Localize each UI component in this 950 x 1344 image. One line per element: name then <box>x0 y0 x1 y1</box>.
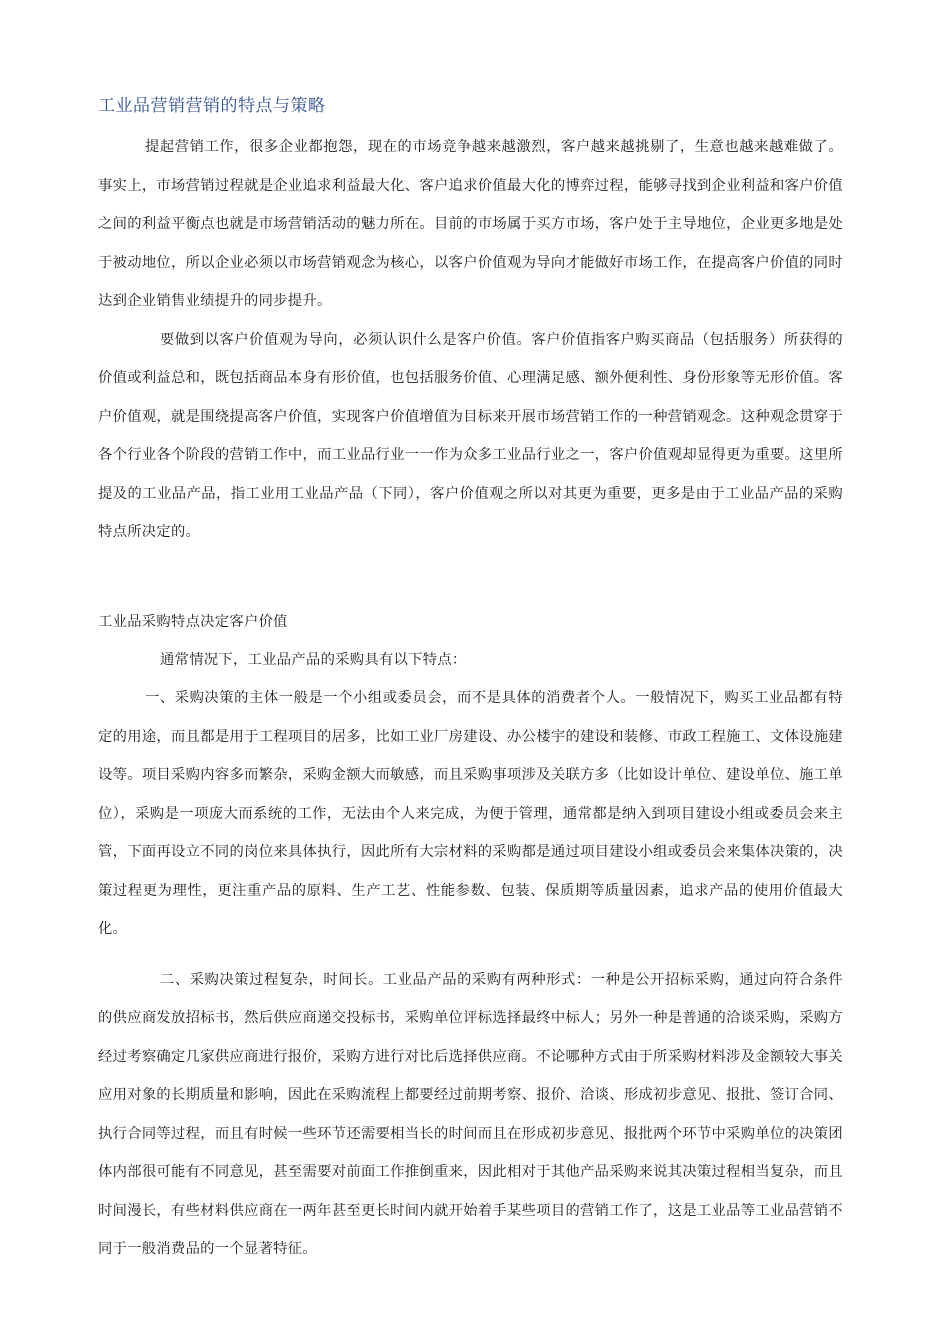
feature-one-paragraph: 一、采购决策的主体一般是一个小组或委员会，而不是具体的消费者个人。一般情况下，购买工业品都有特定的用途，而且都是用于工程项目的居多，比如工业厂房建设、办公楼宇的建设和装修、市政工程施工、文体设施建设等。项目采购内容多而繁杂，采购金额大而敏感，而且采购事项涉及关联方多（比如设计单位、建设单位、施工单位），采购是一项庞大而系统的工作，无法由个人来完成，为便于管理，通常都是纳入到项目建设小组或委员会来主管，下面再设立不同的岗位来具体执行，因此所有大宗材料的采购都是通过项目建设小组或委员会来集体决策的，决策过程更为理性，更注重产品的原料、生产工艺、性能参数、包装、保质期等质量因素，追求产品的使用价值最大化。 <box>98 690 843 937</box>
feature-two-paragraph: 二、采购决策过程复杂，时间长。工业品产品的采购有两种形式：一种是公开招标采购，通过向符合条件的供应商发放招标书，然后供应商递交投标书，采购单位评标选择最终中标人；另外一种是普通的洽谈采购，采购方经过考察确定几家供应商进行报价，采购方进行对比后选择供应商。不论哪种方式由于所采购材料涉及金额较大事关应用对象的长期质量和影响，因此在采购流程上都要经过前期考察、报价、洽谈、形成初步意见、报批、签订合同、执行合同等过程，而且有时候一些环节还需要相当长的时间而且在形成初步意见、报批两个环节中采购单位的决策团体内部很可能有不同意见，甚至需要对前面工作推倒重来，因此相对于其他产品采购来说其决策过程相当复杂，而且时间漫长，有些材料供应商在一两年甚至更长时间内就开始着手某些项目的营销工作了，这是工业品等工业品营销不同于一般消费品的一个显著特征。 <box>98 971 843 1257</box>
section-intro-paragraph: 通常情况下，工业品产品的采购具有以下特点： <box>160 651 467 668</box>
customer-value-paragraph: 要做到以客户价值观为导向，必须认识什么是客户价值。客户价值指客户购买商品（包括服务）所获得的价值或利益总和，既包括商品本身有形价值，也包括服务价值、心理满足感、额外便利性、身份形象等无形价值。客户价值观，就是围绕提高客户价值，实现客户价值增值为目标来开展市场营销工作的一种营销观念。这种观念贯穿于各个行业各个阶段的营销工作中，而工业品行业一一作为众多工业品行业之一，客户价值观却显得更为重要。这里所提及的工业品产品，指工业用工业品产品（下同），客户价值观之所以对其更为重要，更多是由于工业品产品的采购特点所决定的。 <box>98 331 843 540</box>
document-body <box>98 93 843 1269</box>
section-heading: 工业品采购特点决定客户价值 <box>98 613 288 630</box>
document-title: 工业品营销营销的特点与策略 <box>98 96 326 116</box>
intro-paragraph: 提起营销工作，很多企业都抱怨，现在的市场竞争越来越激烈，客户越来越挑剔了，生意也越来越难做了。事实上，市场营销过程就是企业追求利益最大化、客户追求价值最大化的博弈过程，能够寻找到企业利益和客户价值之间的利益平衡点也就是市场营销活动的魅力所在。目前的市场属于买方市场，客户处于主导地位，企业更多地是处于被动地位，所以企业必须以市场营销观念为核心，以客户价值观为导向才能做好市场工作，在提高客户价值的同时达到企业销售业绩提升的同步提升。 <box>98 139 843 309</box>
